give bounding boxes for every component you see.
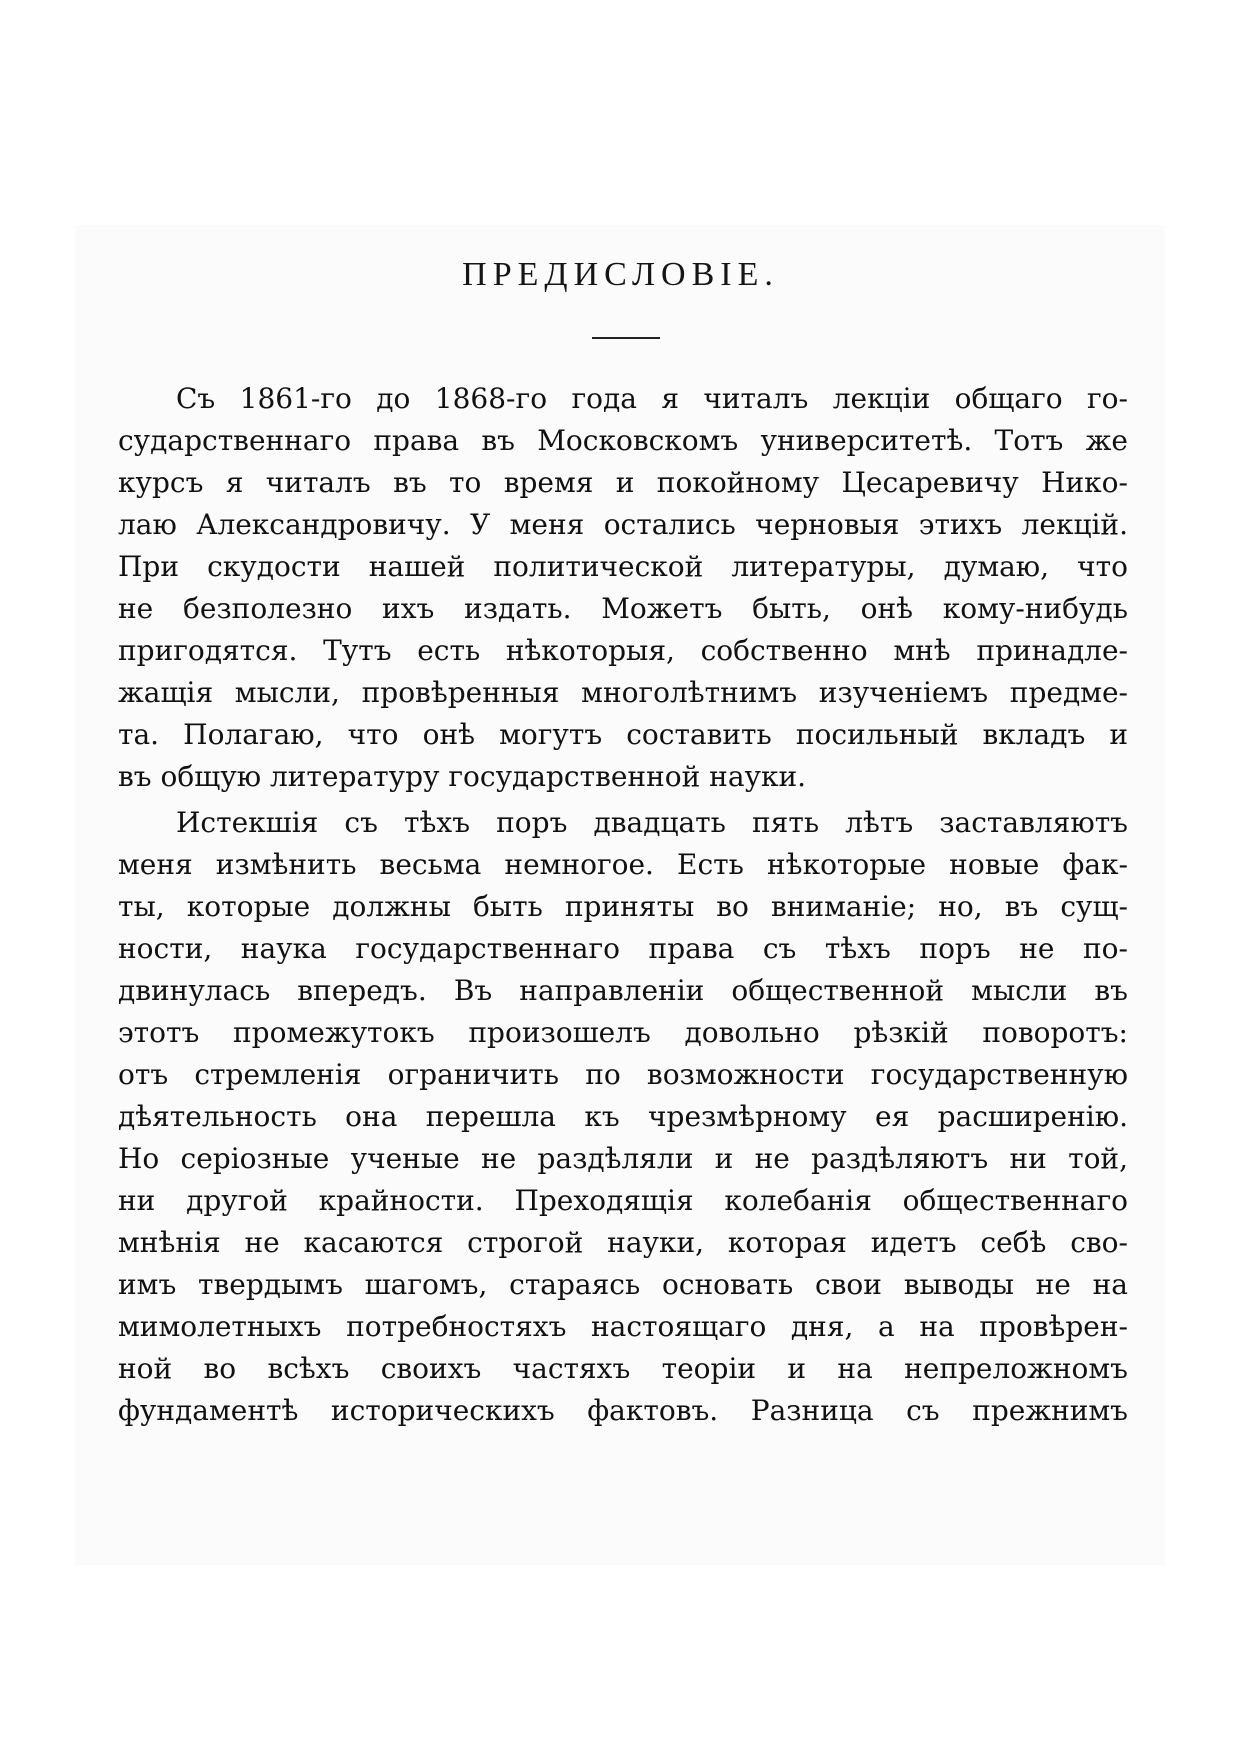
text-line: дѣятельность она перешла къ чрезмѣрному ея расширенію. <box>118 1100 1128 1133</box>
text-line: ты, которые должны быть приняты во вниманіе; но, въ сущ- <box>118 890 1128 923</box>
text-line: лаю Александровичу. У меня остались черновыя этихъ лекцій. <box>118 508 1128 541</box>
text-line: ни другой крайности. Преходящія колебанія общественнаго <box>118 1184 1128 1217</box>
text-line: этотъ промежутокъ произошелъ довольно рѣзкій поворотъ: <box>118 1016 1128 1049</box>
text-line: меня измѣнить весьма немногое. Есть нѣкоторые новые фак- <box>118 848 1128 881</box>
paragraph-2 <box>118 802 1128 1432</box>
text-line: та. Полагаю, что онѣ могутъ составить посильный вкладъ и <box>118 718 1128 751</box>
text-line: При скудости нашей политической литературы, думаю, что <box>118 550 1128 583</box>
text-line: пригодятся. Тутъ есть нѣкоторыя, собственно мнѣ принадле- <box>118 634 1128 667</box>
text-line: Истекшія съ тѣхъ поръ двадцать пять лѣтъ заставляютъ <box>176 806 1128 839</box>
body-text <box>118 378 1128 1436</box>
text-line: фундаментѣ историческихъ фактовъ. Разница съ прежнимъ <box>118 1394 1128 1427</box>
text-line: сударственнаго права въ Московскомъ университетѣ. Тотъ же <box>118 424 1128 457</box>
text-line: въ общую литературу государственной науки. <box>118 760 807 793</box>
text-line: мимолетныхъ потребностяхъ настоящаго дня, а на провѣрен- <box>118 1310 1128 1343</box>
paragraph-1 <box>118 378 1128 798</box>
title-divider <box>592 337 660 339</box>
text-line: имъ твердымъ шагомъ, стараясь основать свои выводы не на <box>118 1268 1128 1301</box>
text-line: не безполезно ихъ издать. Можетъ быть, онѣ кому-нибудь <box>118 592 1128 625</box>
text-line: курсъ я читалъ въ то время и покойному Цесаревичу Нико- <box>118 466 1128 499</box>
page-title: ПРЕДИСЛОВІЕ. <box>462 256 779 293</box>
text-line: Съ 1861-го до 1868-го года я читалъ лекціи общаго го- <box>176 382 1128 415</box>
text-line: ной во всѣхъ своихъ частяхъ теоріи и на непреложномъ <box>118 1352 1128 1385</box>
text-line: отъ стремленія ограничить по возможности государственную <box>118 1058 1128 1091</box>
text-line: ности, наука государственнаго права съ тѣхъ поръ не по- <box>118 932 1128 965</box>
text-line: мнѣнія не касаются строгой науки, которая идетъ себѣ сво- <box>118 1226 1128 1259</box>
text-line: жащія мысли, провѣренныя многолѣтнимъ изученіемъ предме- <box>118 676 1128 709</box>
text-line: Но серіозные ученые не раздѣляли и не раздѣляютъ ни той, <box>118 1142 1128 1175</box>
text-line: двинулась впередъ. Въ направленіи общественной мысли въ <box>118 974 1128 1007</box>
